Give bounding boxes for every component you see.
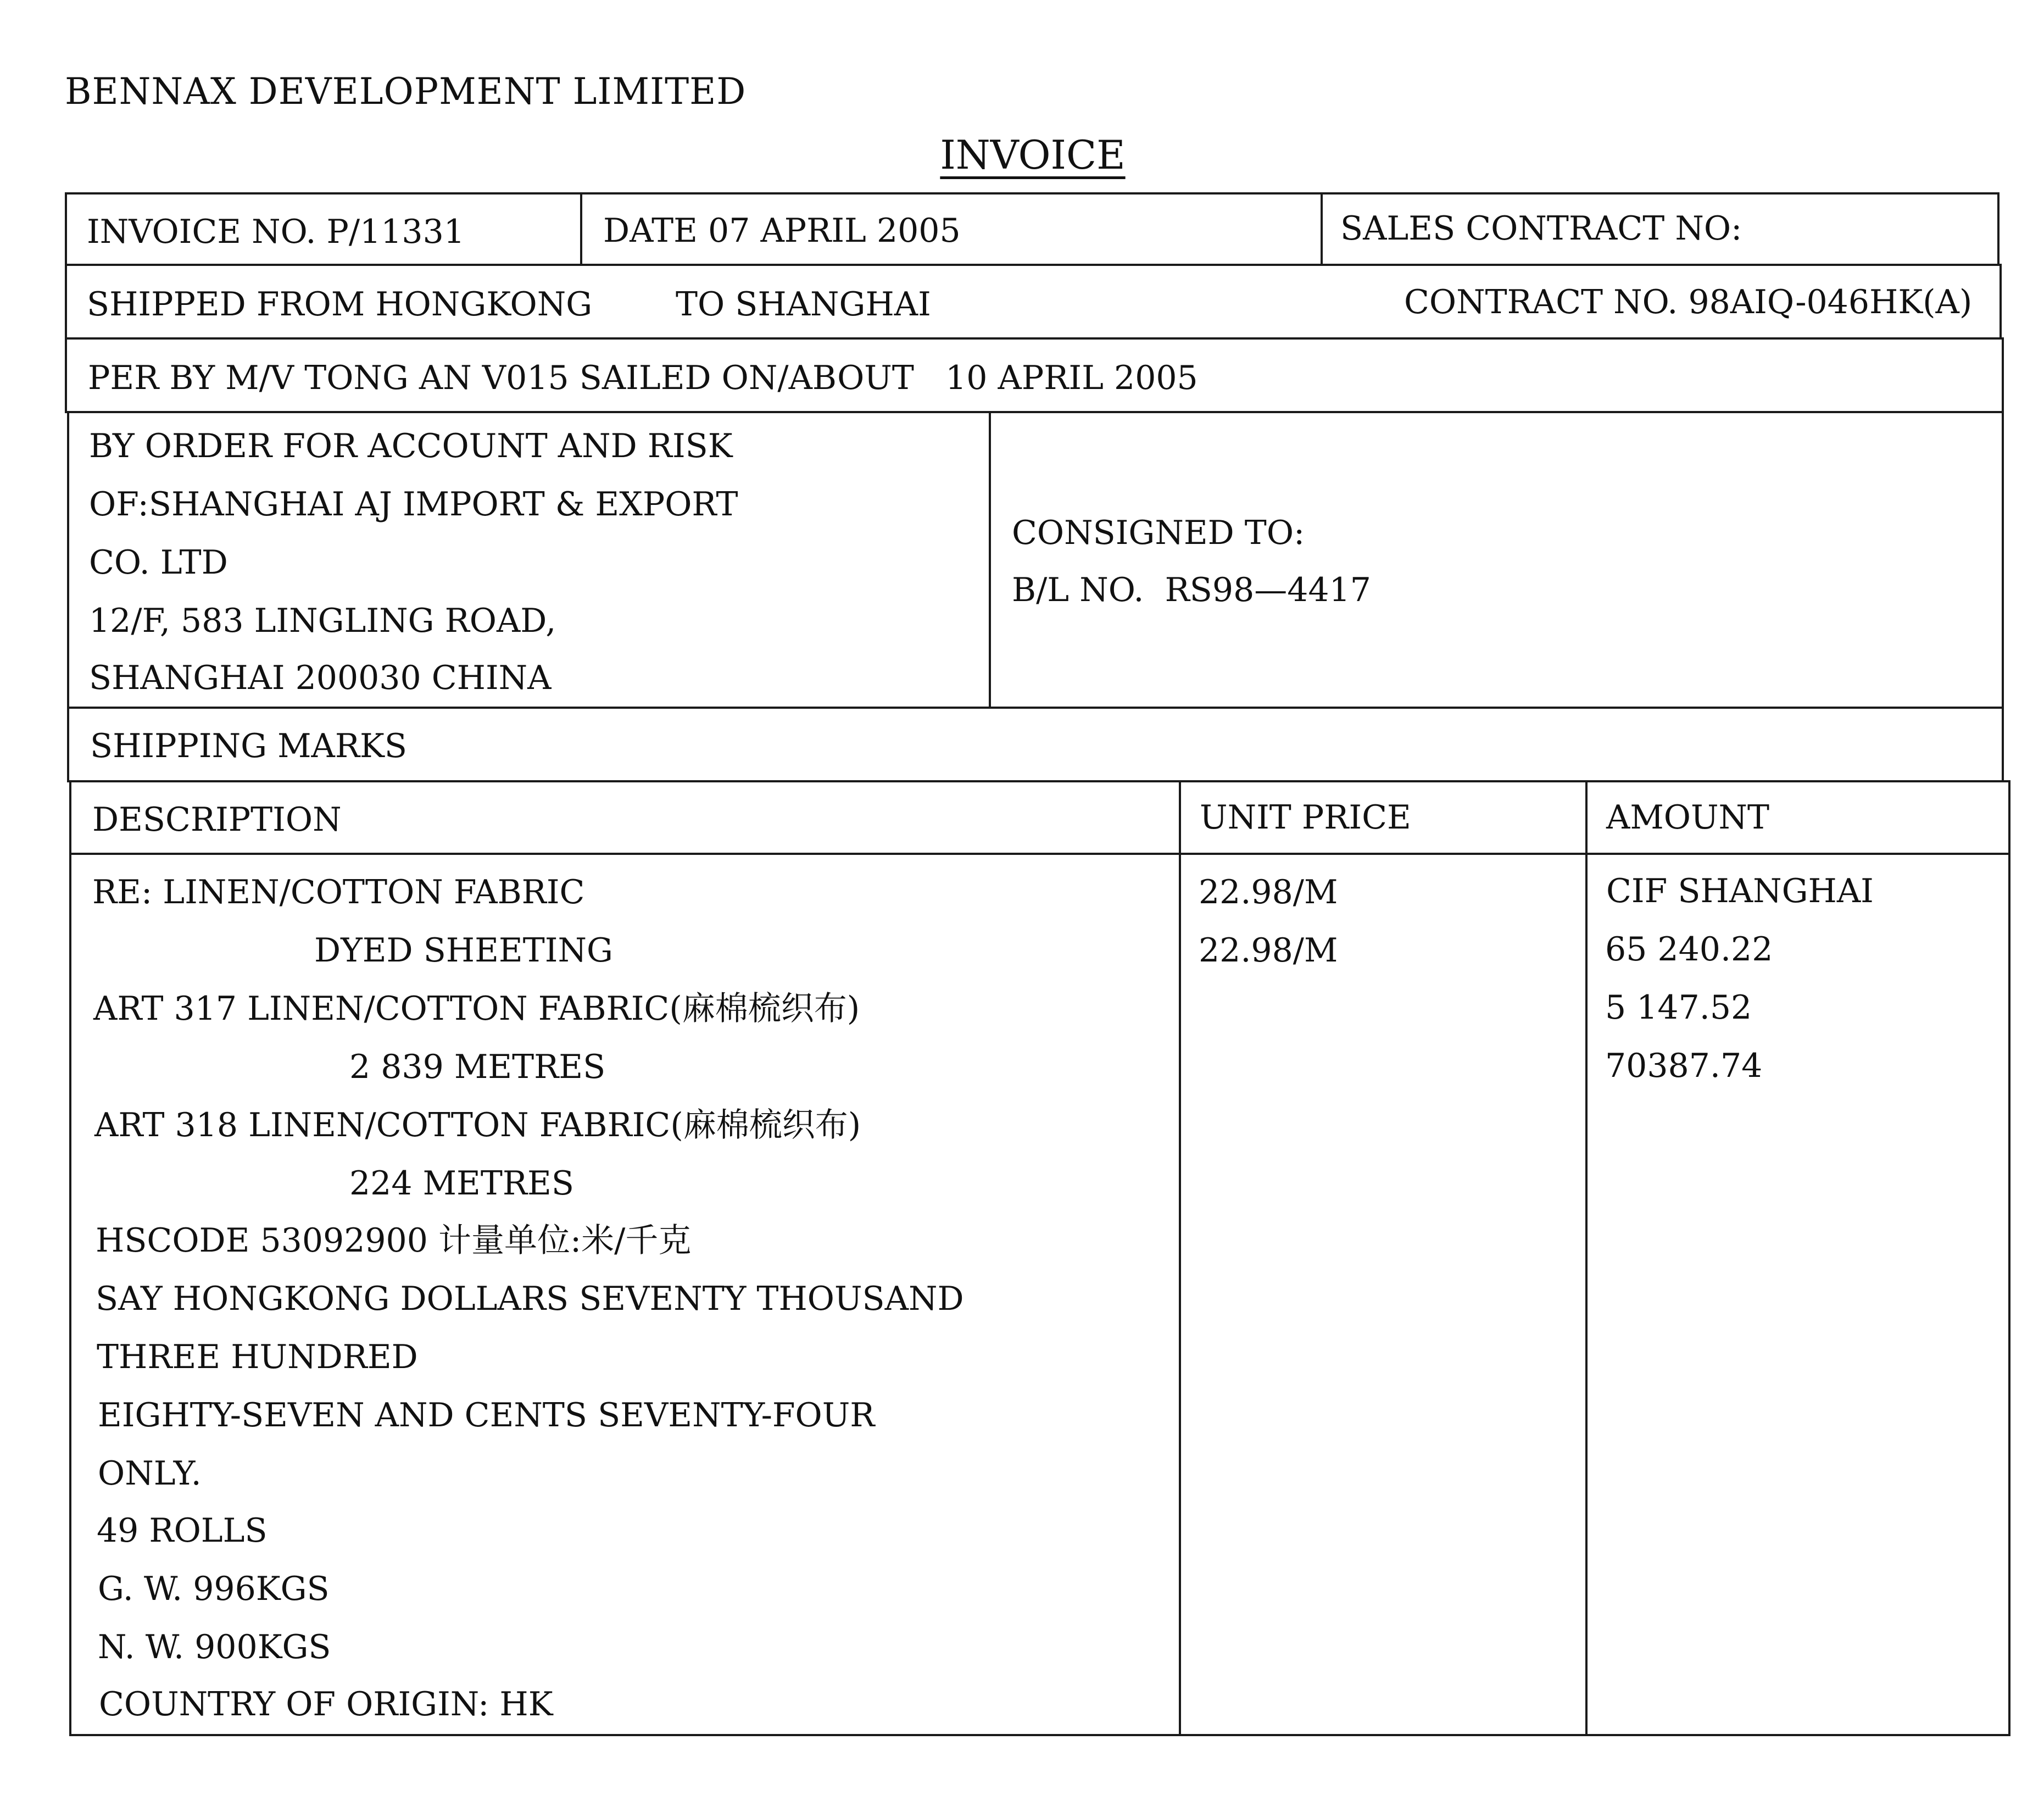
amount-value: 65 240.22 — [1605, 930, 1773, 969]
vessel-info: PER BY M/V TONG AN V015 SAILED ON/ABOUT 10 APRIL 2005 — [88, 359, 1198, 397]
description-line: DYED SHEETING — [314, 931, 613, 970]
amount-value: CIF SHANGHAI — [1606, 872, 1874, 910]
contract-number: CONTRACT NO. 98AIQ-046HK(A) — [1404, 283, 1973, 321]
sales-contract-no: SALES CONTRACT NO: — [1340, 209, 1742, 248]
description-line: RE: LINEN/COTTON FABRIC — [92, 873, 585, 911]
invoice-number: INVOICE NO. P/11331 — [87, 213, 465, 251]
description-header: DESCRIPTION — [92, 801, 342, 839]
order-line-4: 12/F, 583 LINGLING ROAD, — [89, 602, 556, 640]
amount-header: AMOUNT — [1606, 798, 1770, 837]
description-line: G. W. 996KGS — [98, 1570, 330, 1608]
description-line: HSCODE 53092900 计量单位:米/千克 — [96, 1221, 692, 1260]
shipping-marks-label: SHIPPING MARKS — [90, 727, 407, 765]
description-line: 224 METRES — [349, 1164, 574, 1203]
description-line: THREE HUNDRED — [97, 1338, 418, 1376]
description-line: 49 ROLLS — [97, 1511, 268, 1550]
description-line: ONLY. — [98, 1454, 202, 1493]
description-line: EIGHTY-SEVEN AND CENTS SEVENTY-FOUR — [98, 1396, 875, 1435]
order-line-5: SHANGHAI 200030 CHINA — [89, 659, 552, 697]
shipped-to: TO SHANGHAI — [676, 285, 931, 324]
unit-price-header: UNIT PRICE — [1200, 798, 1411, 837]
shipped-from: SHIPPED FROM HONGKONG — [87, 285, 593, 324]
description-line: COUNTRY OF ORIGIN: HK — [99, 1685, 553, 1724]
description-line: N. W. 900KGS — [98, 1628, 331, 1666]
unit-price-value: 22.98/M — [1199, 873, 1338, 911]
amount-total: 70387.74 — [1605, 1047, 1763, 1085]
document-title: INVOICE — [940, 132, 1126, 178]
bill-of-lading-no: B/L NO. RS98—4417 — [1012, 571, 1371, 609]
order-line-2: OF:SHANGHAI AJ IMPORT & EXPORT — [89, 485, 738, 524]
amount-value: 5 147.52 — [1605, 988, 1752, 1027]
order-line-3: CO. LTD — [89, 543, 228, 582]
description-line: ART 318 LINEN/COTTON FABRIC(麻棉梳织布) — [94, 1106, 861, 1144]
description-line: 2 839 METRES — [349, 1048, 606, 1086]
unit-price-value: 22.98/M — [1199, 931, 1338, 970]
description-line: ART 317 LINEN/COTTON FABRIC(麻棉梳织布) — [93, 990, 860, 1028]
invoice-date: DATE 07 APRIL 2005 — [603, 212, 961, 250]
order-line-1: BY ORDER FOR ACCOUNT AND RISK — [89, 427, 733, 465]
company-name: BENNAX DEVELOPMENT LIMITED — [65, 70, 747, 113]
consigned-to-label: CONSIGNED TO: — [1012, 514, 1305, 552]
description-line: SAY HONGKONG DOLLARS SEVENTY THOUSAND — [96, 1280, 964, 1318]
